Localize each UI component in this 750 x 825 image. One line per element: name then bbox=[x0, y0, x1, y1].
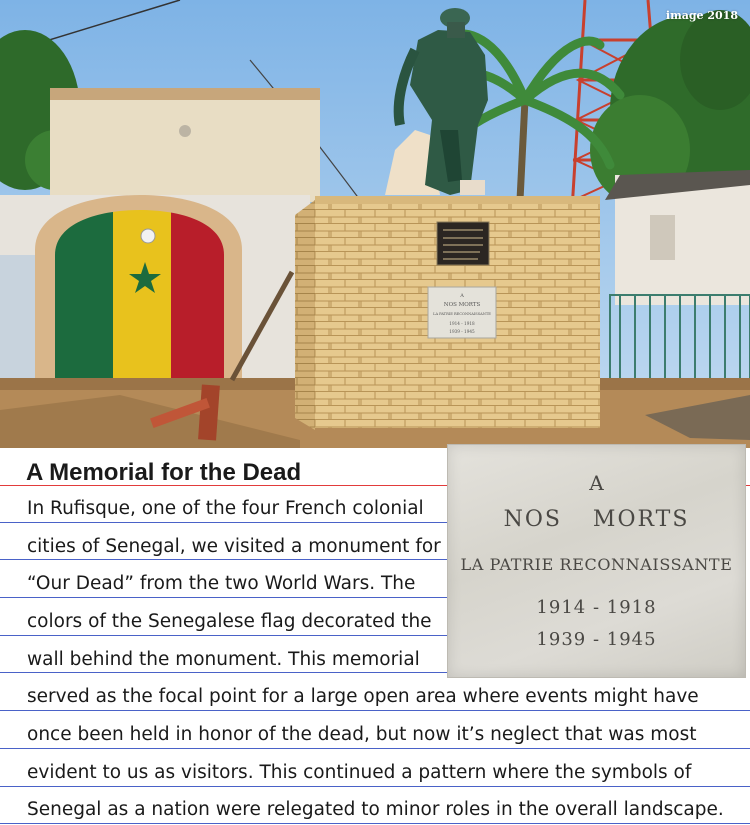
blue-rule bbox=[0, 559, 447, 560]
plaque-closeup bbox=[447, 444, 746, 678]
plaque-line-nos-morts: NOS MORTS bbox=[503, 507, 690, 532]
article-line: evident to us as visitors. This continued a pattern where the symbols of bbox=[27, 762, 692, 783]
small-plaque-line3: LA PATRIE RECONNAISSANTE bbox=[433, 312, 491, 316]
flag-arch bbox=[35, 195, 242, 380]
plaque-line-patrie: LA PATRIE RECONNAISSANTE bbox=[460, 555, 733, 574]
small-plaque-line5: 1939 - 1945 bbox=[449, 329, 475, 334]
blue-rule bbox=[0, 635, 447, 636]
plaque-date-ww1: 1914 - 1918 bbox=[536, 597, 657, 618]
small-plaque-line4: 1914 - 1918 bbox=[449, 321, 475, 326]
image-credit: image 2018 bbox=[665, 9, 738, 22]
small-marble-plaque bbox=[428, 287, 496, 338]
article-line: colors of the Senegalese flag decorated the bbox=[27, 611, 432, 632]
blue-rule bbox=[0, 597, 447, 598]
plaque-line-a: A bbox=[589, 471, 604, 495]
article-heading: A Memorial for the Dead bbox=[26, 459, 302, 486]
blue-rule bbox=[0, 522, 447, 523]
article-line: Senegal as a nation were relegated to minor roles in the overall landscape. bbox=[27, 799, 724, 820]
article-line: “Our Dead” from the two World Wars. The bbox=[27, 573, 416, 594]
blue-rule bbox=[0, 710, 750, 711]
bronze-plaque bbox=[437, 222, 489, 265]
blue-rule bbox=[0, 672, 447, 673]
article-line: In Rufisque, one of the four French colonial bbox=[27, 498, 424, 519]
small-plaque-line1: A bbox=[460, 293, 464, 299]
article-line: cities of Senegal, we visited a monument for bbox=[27, 536, 441, 557]
small-plaque-line2: NOS MORTS bbox=[443, 302, 481, 308]
plaque-date-ww2: 1939 - 1945 bbox=[536, 629, 657, 650]
article-line: wall behind the monument. This memorial bbox=[27, 649, 420, 670]
blue-rule bbox=[0, 823, 750, 824]
article-line: once been held in honor of the dead, but now it’s neglect that was most bbox=[27, 724, 697, 745]
article-line: served as the focal point for a large open area where events might have bbox=[27, 686, 699, 707]
blue-rule bbox=[0, 748, 750, 749]
blue-rule bbox=[0, 786, 750, 787]
